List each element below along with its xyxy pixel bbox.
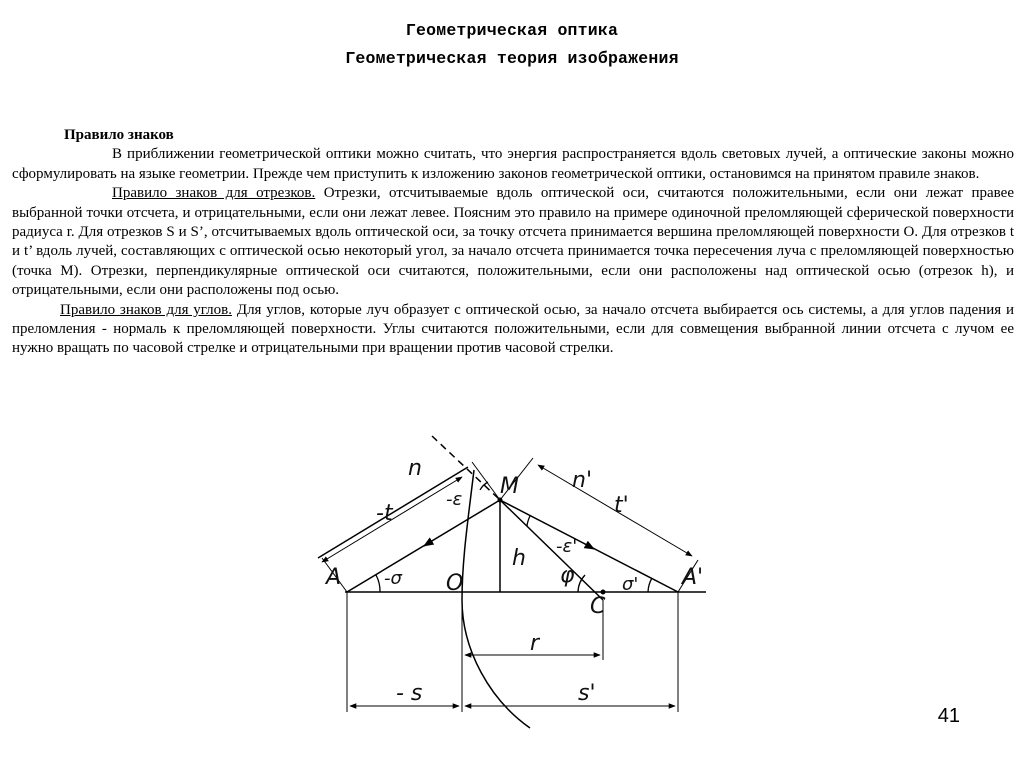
label-minus-t: -t [376,501,393,526]
paragraph-intro: В приближении геометрической оптики можно считать, что энергия распространяется вдоль световых лучей, а оптические законы можно сформулировать на языке геометрии. Прежде чем приступить к изложению законов геометрической оптики, остановимся на принятом правиле знаков. [12,146,1014,182]
label-M: M [500,474,519,499]
label-s-prime: s' [578,681,596,706]
label-t-prime: t' [614,493,629,518]
label-minus-epsilon: -ε [446,489,463,510]
label-n-prime: n' [572,468,592,493]
label-minus-epsilon-prime: -ε' [556,536,578,557]
incident-ray-arrow [424,541,432,546]
angle-arc-epsilon-prime [527,516,530,526]
label-A-prime: A' [682,565,704,590]
angles-rule-title: Правило знаков для углов. [60,301,233,318]
section-heading: Правило знаков [64,127,174,143]
label-minus-sigma: -σ [384,568,402,589]
label-n: n [408,456,422,481]
title-line-2: Геометрическая теория изображения [345,49,679,68]
label-C: C [590,594,606,619]
label-r: r [530,631,540,656]
segments-rule-text: Отрезки, отсчитываемые вдоль оптической оси, считаются положительными, если они лежат правее выбранной точки отсчета, и отрицательными, если они лежат левее. Поясним это правило на примере одиночной преломляющей сферической поверхности радиуса r. Для отрезков S и S’, отсчитываемых вдоль оптической оси, за точку отсчета принимается вершина преломляющей поверхности O. Для отрезков t и t’ вдоль лучей, составляющих с оптической осью некоторый угол, за начало отсчета принимается точка пересечения луча с преломляющей поверхностью (точка M). Отрезки, перпендикулярные оптической оси считаются, положительными, если они расположены над оптической осью (отрезок h), и отрицательными, если они расположены под осью. [12,185,1014,299]
angle-arc-sigma [376,575,380,592]
angle-arc-epsilon [480,482,488,490]
dimension-minus-t [318,467,468,558]
label-h: h [512,546,526,571]
incident-ray [347,500,500,592]
page-number: 41 [937,705,960,727]
label-phi: φ [560,563,575,588]
label-A: A [326,565,342,590]
refracting-surface [462,470,530,728]
title-line-1: Геометрическая оптика [405,21,619,40]
segments-rule-title: Правило знаков для отрезков. [112,185,316,202]
label-O: O [446,571,464,596]
angles-rule-text: Для углов, которые луч образует с оптической осью, за начало отсчета выбирается ось системы, а для углов падения и преломления - нормаль к преломляющей поверхности. Углы считаются положительными, если для совмещения выбранной линии отсчета с лучом ее нужно вращать по часовой стрелке и отрицательными при вращении против часовой стрелки. [12,301,1015,357]
label-sigma-prime: σ' [622,574,639,595]
refracted-ray-arrow [585,544,594,549]
angle-arc-sigma-prime [648,578,652,592]
label-minus-s: - s [396,681,423,706]
